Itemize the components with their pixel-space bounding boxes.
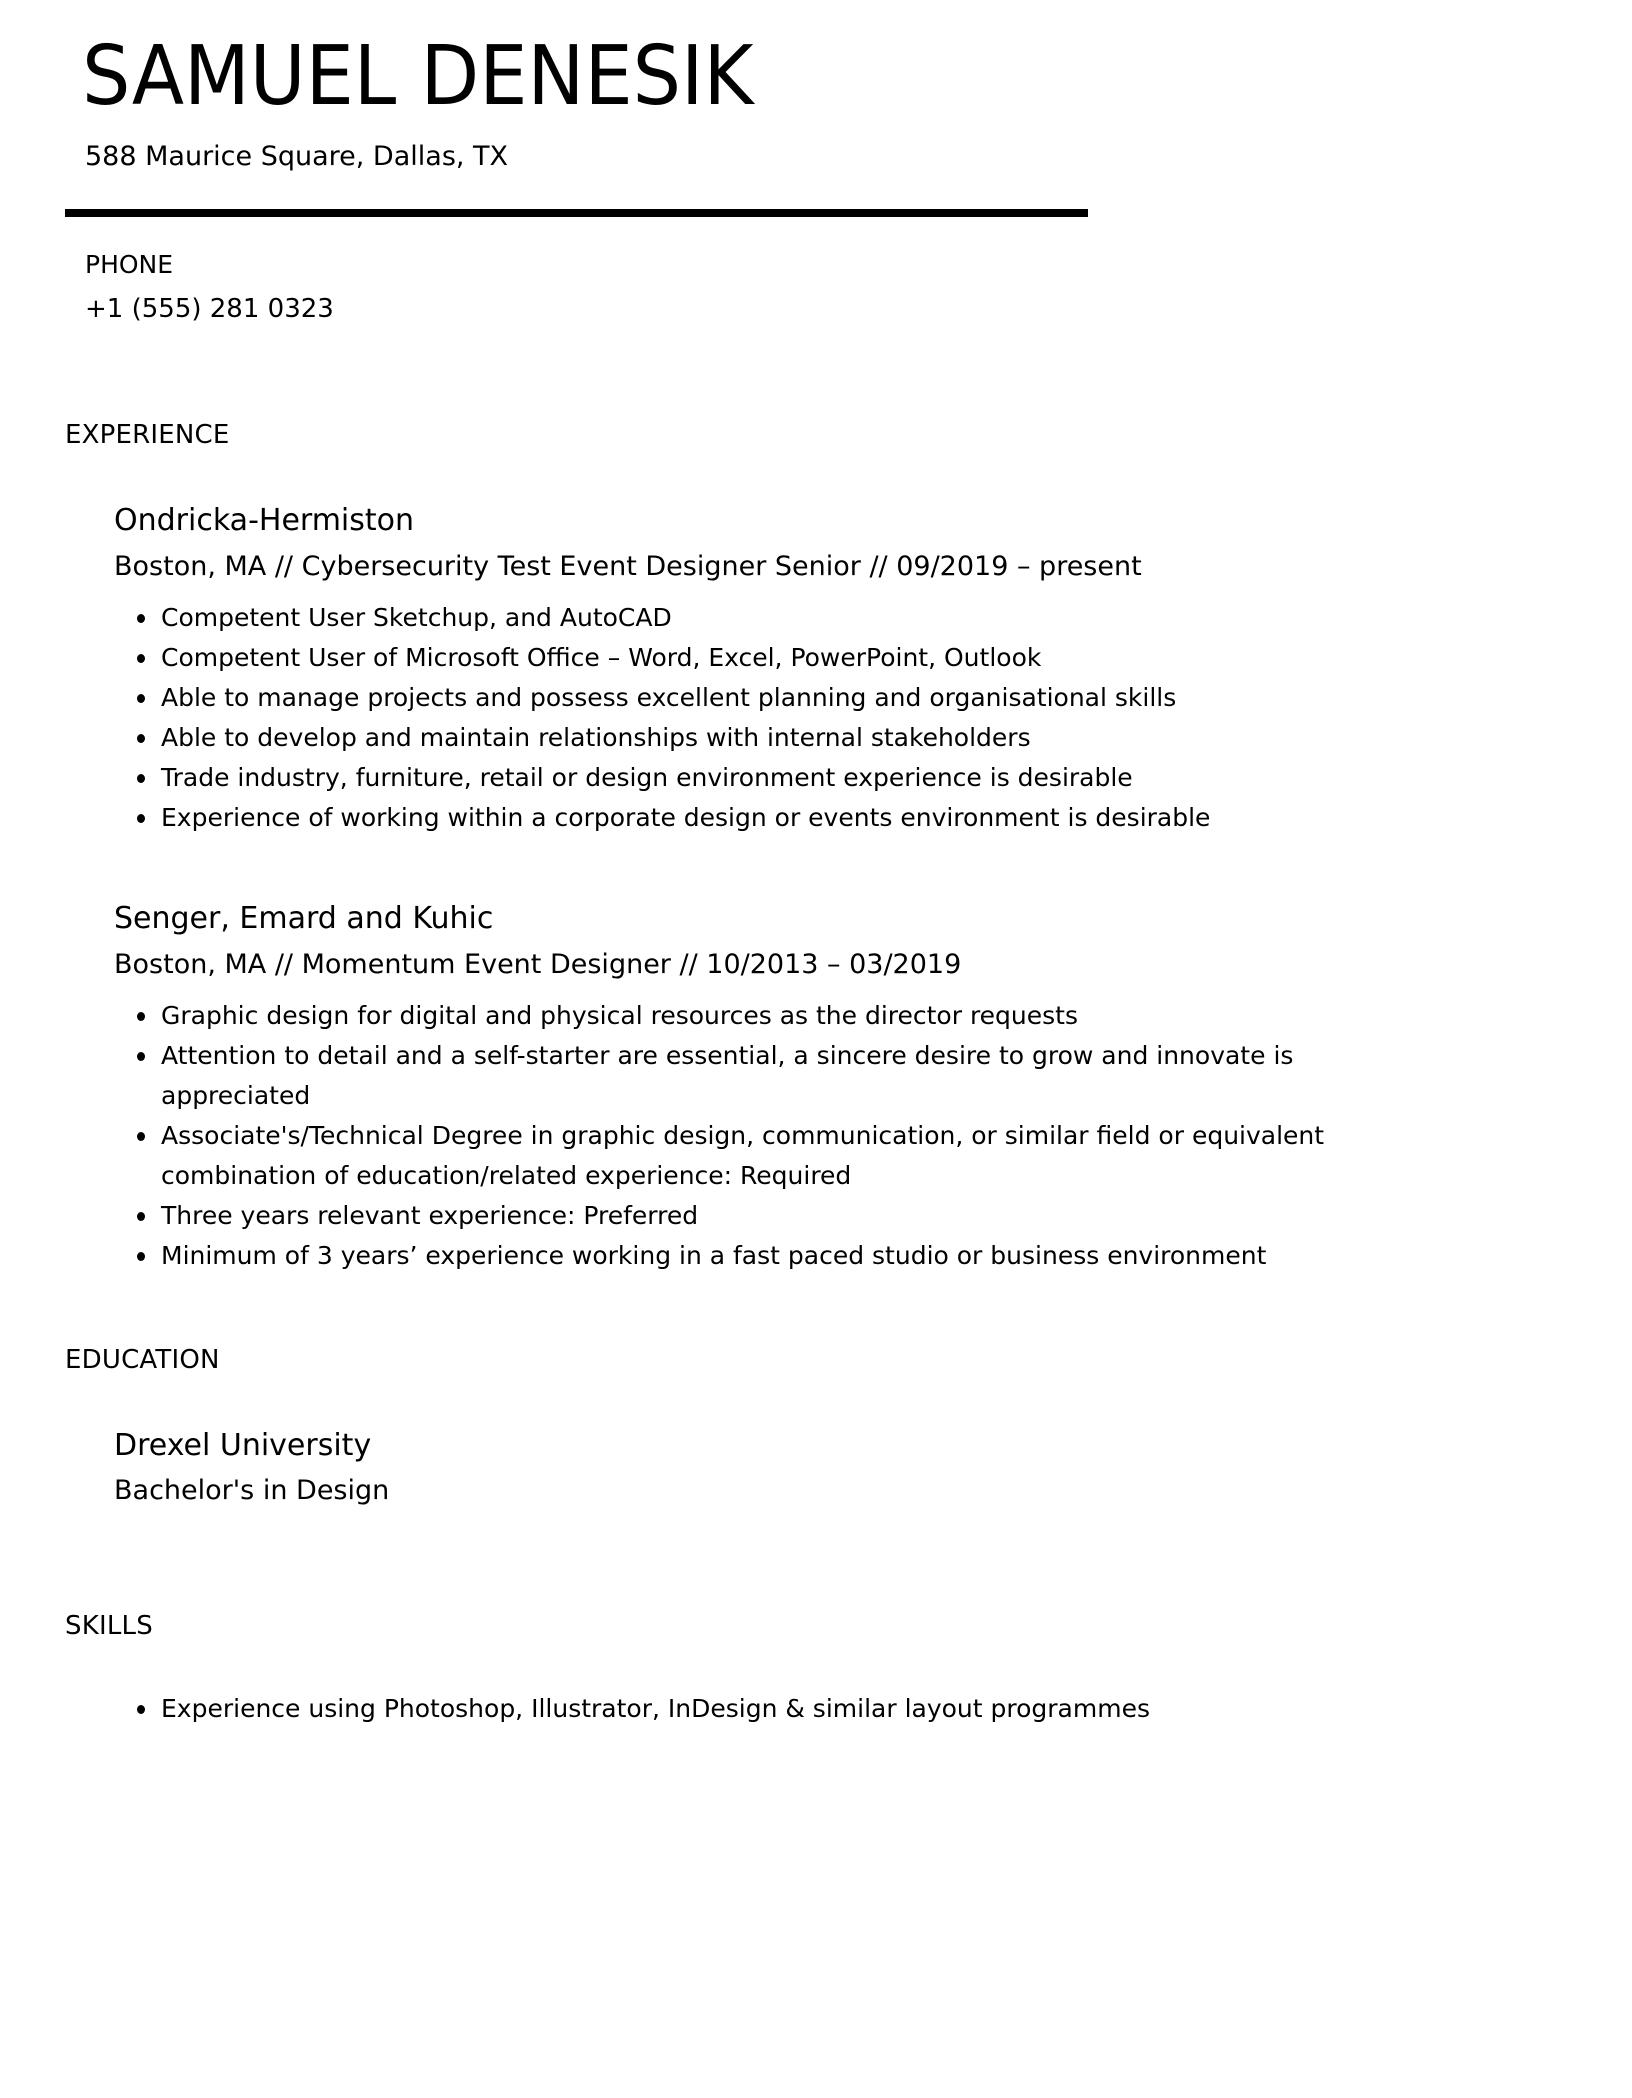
- job-bullet: [114, 758, 1414, 798]
- job-company: Ondricka-Hermiston: [114, 503, 415, 538]
- education-heading: EDUCATION: [65, 1345, 220, 1375]
- job-bullet: [114, 678, 1414, 718]
- job-meta: Boston, MA // Cybersecurity Test Event Designer Senior // 09/2019 – present: [114, 551, 1142, 582]
- job-bullet-text: Able to manage projects and possess excellent planning and organisational skills: [161, 683, 1177, 712]
- job-bullet-text: Trade industry, furniture, retail or design environment experience is desirable: [161, 763, 1133, 792]
- job-bullet-list: [114, 598, 1414, 838]
- bullet-icon: [137, 774, 145, 783]
- bullet-icon: [137, 1052, 145, 1061]
- phone-value: +1 (555) 281 0323: [85, 294, 334, 324]
- degree: Bachelor's in Design: [114, 1475, 390, 1506]
- job-bullet-text: Able to develop and maintain relationships with internal stakeholders: [161, 723, 1031, 752]
- job-bullet-text: Three years relevant experience: Preferred: [161, 1201, 699, 1230]
- job-bullet: [114, 598, 1414, 638]
- job-meta: Boston, MA // Momentum Event Designer // 10/2013 – 03/2019: [114, 949, 962, 980]
- candidate-name: SAMUEL DENESIK: [82, 29, 754, 124]
- job-bullet: [114, 1196, 1414, 1236]
- bullet-icon: [137, 814, 145, 823]
- job-bullet-text: Minimum of 3 years’ experience working in a fast paced studio or business environment: [161, 1241, 1267, 1270]
- school-name: Drexel University: [114, 1428, 372, 1463]
- bullet-icon: [137, 654, 145, 663]
- bullet-icon: [137, 734, 145, 743]
- bullet-icon: [137, 1132, 145, 1141]
- job-bullet-text: Experience of working within a corporate design or events environment is desirable: [161, 803, 1211, 832]
- job-bullet-text: Associate's/Technical Degree in graphic design, communication, or similar field or equivalent combination of education/related experience: Required: [161, 1121, 1325, 1190]
- job-bullet: [114, 718, 1414, 758]
- job-bullet-text: Attention to detail and a self-starter are essential, a sincere desire to grow and innovate is appreciated: [161, 1041, 1294, 1110]
- phone-label: PHONE: [85, 250, 174, 279]
- skills-heading: SKILLS: [65, 1611, 153, 1641]
- experience-heading: EXPERIENCE: [65, 420, 230, 450]
- job-bullet: [114, 1116, 1414, 1196]
- job-bullet: [114, 996, 1414, 1036]
- job-bullet: [114, 1036, 1414, 1116]
- bullet-icon: [137, 1012, 145, 1021]
- job-bullet: [114, 638, 1414, 678]
- job-bullet: [114, 1236, 1414, 1276]
- skills-list: [114, 1689, 1414, 1729]
- bullet-icon: [137, 614, 145, 623]
- skill-text: Experience using Photoshop, Illustrator, InDesign & similar layout programmes: [161, 1694, 1150, 1723]
- job-bullet-list: [114, 996, 1414, 1276]
- job-company: Senger, Emard and Kuhic: [114, 901, 494, 936]
- job-bullet-text: Graphic design for digital and physical resources as the director requests: [161, 1001, 1079, 1030]
- bullet-icon: [137, 1705, 145, 1714]
- bullet-icon: [137, 694, 145, 703]
- header-divider: [65, 209, 1088, 217]
- bullet-icon: [137, 1212, 145, 1221]
- job-bullet-text: Competent User of Microsoft Office – Word, Excel, PowerPoint, Outlook: [161, 643, 1042, 672]
- job-bullet-text: Competent User Sketchup, and AutoCAD: [161, 603, 672, 632]
- skill-item: [114, 1689, 1414, 1729]
- bullet-icon: [137, 1252, 145, 1261]
- job-bullet: [114, 798, 1414, 838]
- candidate-address: 588 Maurice Square, Dallas, TX: [85, 141, 509, 172]
